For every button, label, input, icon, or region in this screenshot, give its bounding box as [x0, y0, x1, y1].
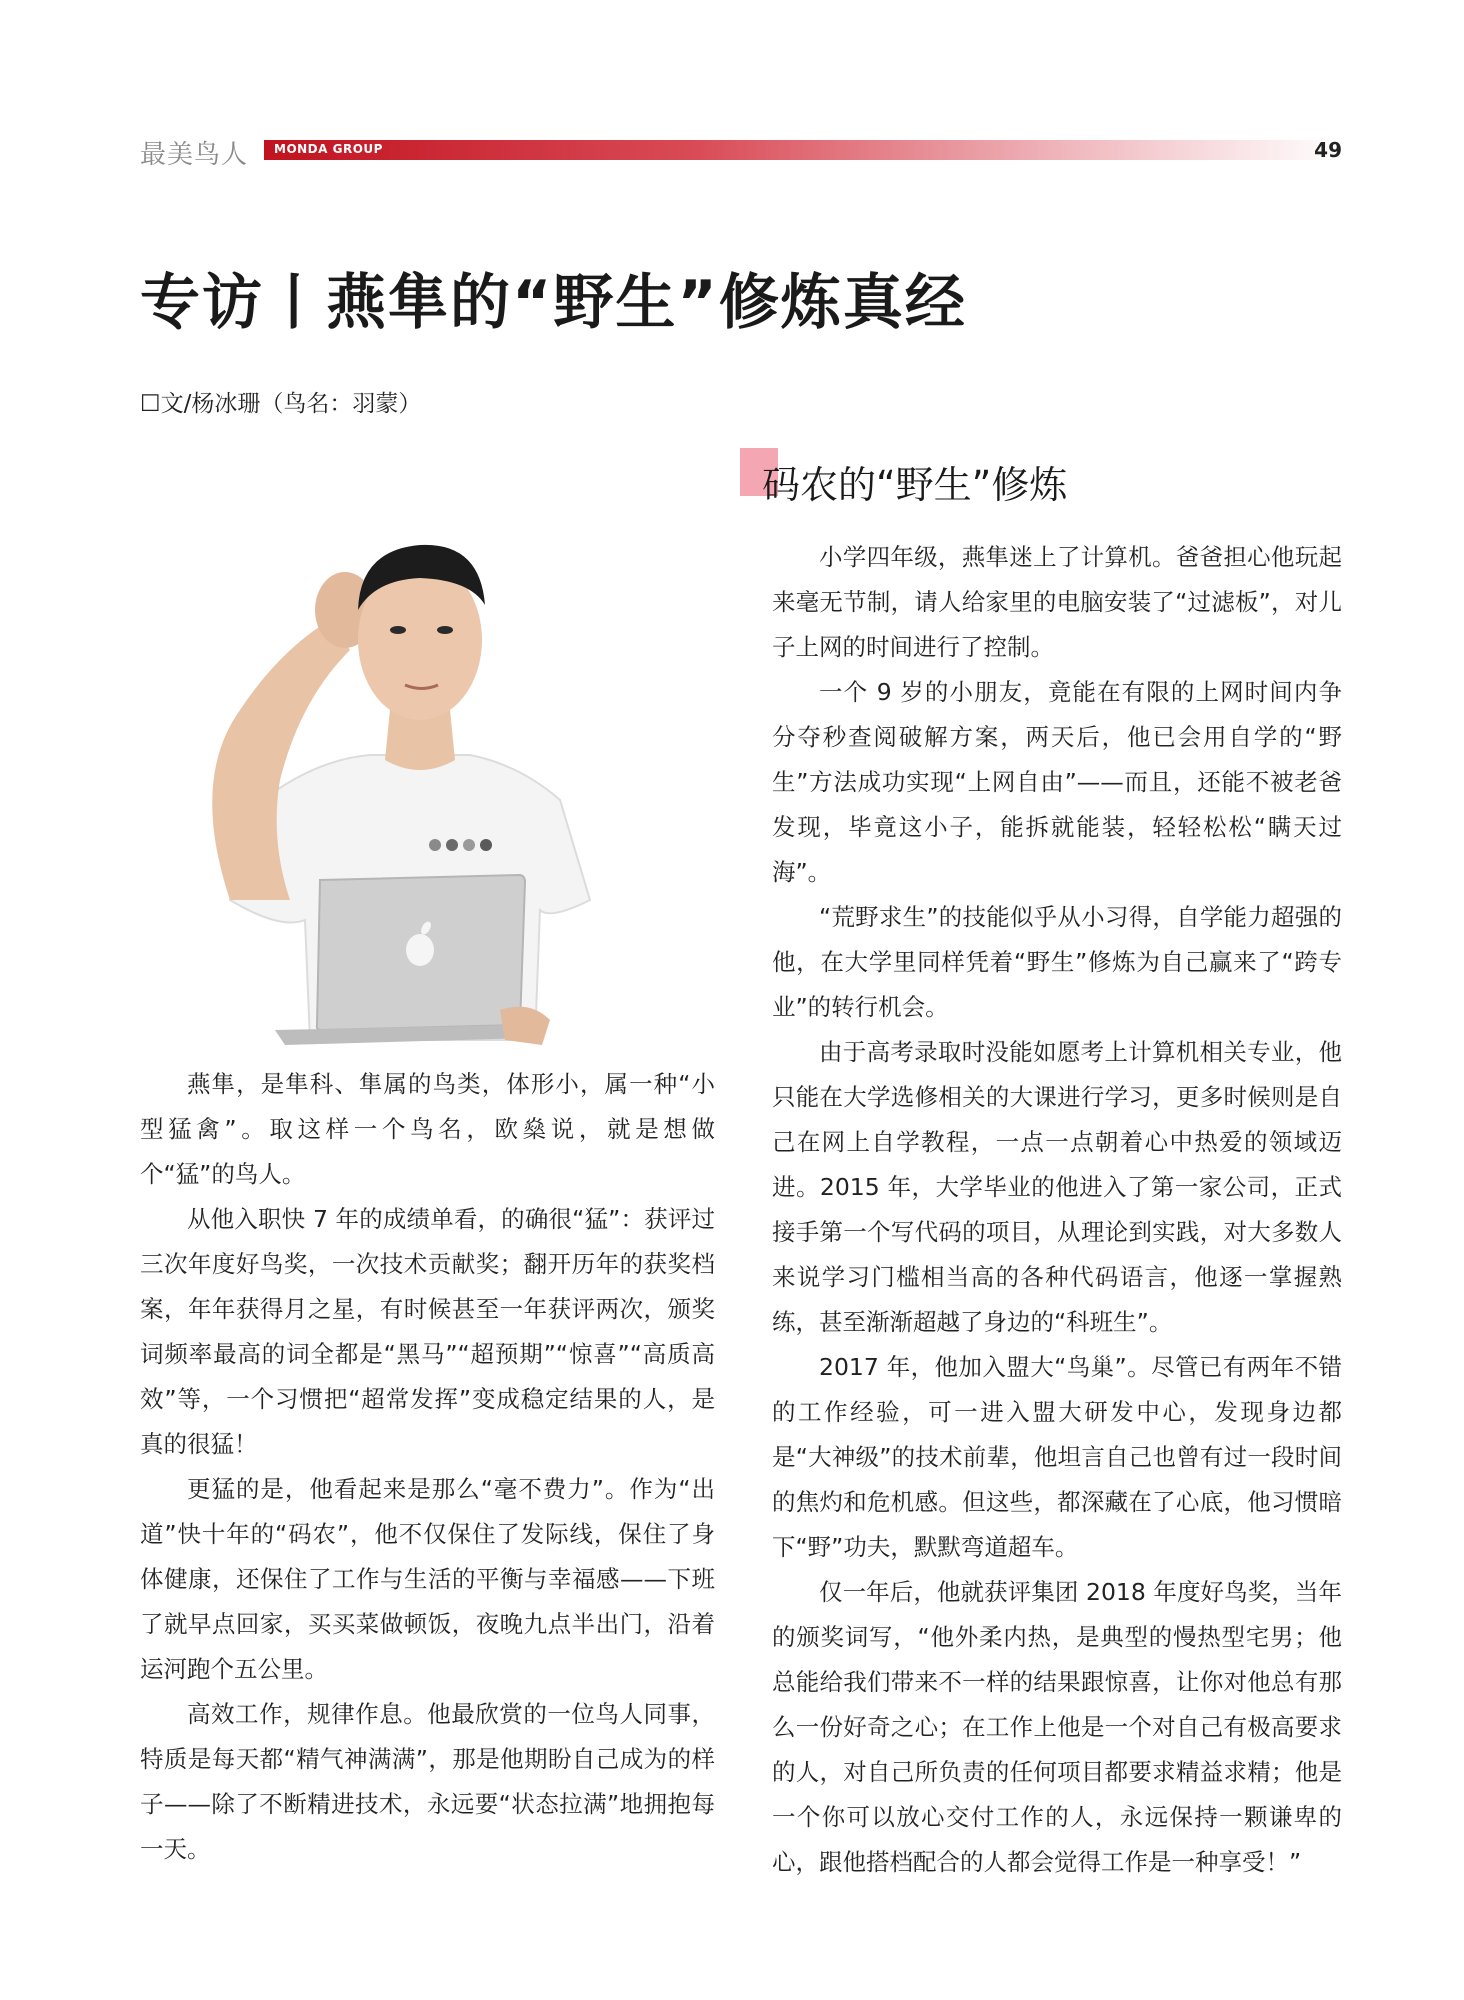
brand-label: MONDA GROUP [274, 142, 383, 156]
section-name: 最美鸟人 [140, 140, 249, 170]
paragraph: 从他入职快 7 年的成绩单看，的确很“猛”：获评过三次年度好鸟奖，一次技术贡献奖；翻开历年的获奖档案，年年获得月之星，有时候甚至一年获评两次，颁奖词频率最高的词全都是“黑马”“超预期”“惊喜”“高质高效”等，一个习惯把“超常发挥”变成稳定结果的人，是真的很猛！ [140, 1205, 715, 1458]
page-number: 49 [1314, 138, 1342, 162]
article-title: 专访丨燕隼的“野生”修炼真经 [140, 268, 967, 338]
left-column [140, 1062, 715, 1872]
brand-bar [264, 140, 1344, 160]
byline: ☐文/杨冰珊（鸟名：羽蒙） [140, 391, 422, 417]
paragraph: 2017 年，他加入盟大“鸟巢”。尽管已有两年不错的工作经验，可一进入盟大研发中心，发现身边都是“大神级”的技术前辈，他坦言自己也曾有过一段时间的焦灼和危机感。但这些，都深藏在了心底，他习惯暗下“野”功夫，默默弯道超车。 [772, 1353, 1342, 1561]
paragraph: 高效工作，规律作息。他最欣赏的一位鸟人同事，特质是每天都“精气神满满”，那是他期盼自己成为的样子——除了不断精进技术，永远要“状态拉满”地拥抱每一天。 [140, 1700, 715, 1863]
right-column [772, 535, 1342, 1885]
paragraph: 仅一年后，他就获评集团 2018 年度好鸟奖，当年的颁奖词写，“他外柔内热，是典型的慢热型宅男；他总能给我们带来不一样的结果跟惊喜，让你对他总有那么一份好奇之心；在工作上他是一个对自己有极高要求的人，对自己所负责的任何项目都要求精益求精；他是一个你可以放心交付工作的人，永远保持一颗谦卑的心，跟他搭档配合的人都会觉得工作是一种享受！” [772, 1578, 1342, 1876]
paragraph: 燕隼，是隼科、隼属的鸟类，体形小，属一种“小型猛禽”。取这样一个鸟名，欧燊说，就是想做个“猛”的鸟人。 [140, 1070, 715, 1188]
paragraph: 由于高考录取时没能如愿考上计算机相关专业，他只能在大学选修相关的大课进行学习，更多时候则是自己在网上自学教程，一点一点朝着心中热爱的领域迈进。2015 年，大学毕业的他进入了第一家公司，正式接手第一个写代码的项目，从理论到实践，对大多数人来说学习门槛相当高的各种代码语言，他逐一掌握熟练，甚至渐渐超越了身边的“科班生”。 [772, 1038, 1342, 1336]
paragraph: “荒野求生”的技能似乎从小习得，自学能力超强的他，在大学里同样凭着“野生”修炼为自己赢来了“跨专业”的转行机会。 [772, 903, 1342, 1021]
subheading: 码农的“野生”修炼 [762, 463, 1068, 507]
page-header [140, 134, 1342, 170]
paragraph: 一个 9 岁的小朋友，竟能在有限的上网时间内争分夺秒查阅破解方案，两天后，他已会用自学的“野生”方法成功实现“上网自由”——而且，还能不被老爸发现，毕竟这小子，能拆就能装，轻轻松松“瞒天过海”。 [772, 678, 1342, 886]
portrait-photo [170, 480, 670, 1060]
paragraph: 小学四年级，燕隼迷上了计算机。爸爸担心他玩起来毫无节制，请人给家里的电脑安装了“过滤板”，对儿子上网的时间进行了控制。 [772, 543, 1342, 661]
paragraph: 更猛的是，他看起来是那么“毫不费力”。作为“出道”快十年的“码农”，他不仅保住了发际线，保住了身体健康，还保住了工作与生活的平衡与幸福感——下班了就早点回家，买买菜做顿饭，夜晚九点半出门，沿着运河跑个五公里。 [140, 1475, 715, 1683]
